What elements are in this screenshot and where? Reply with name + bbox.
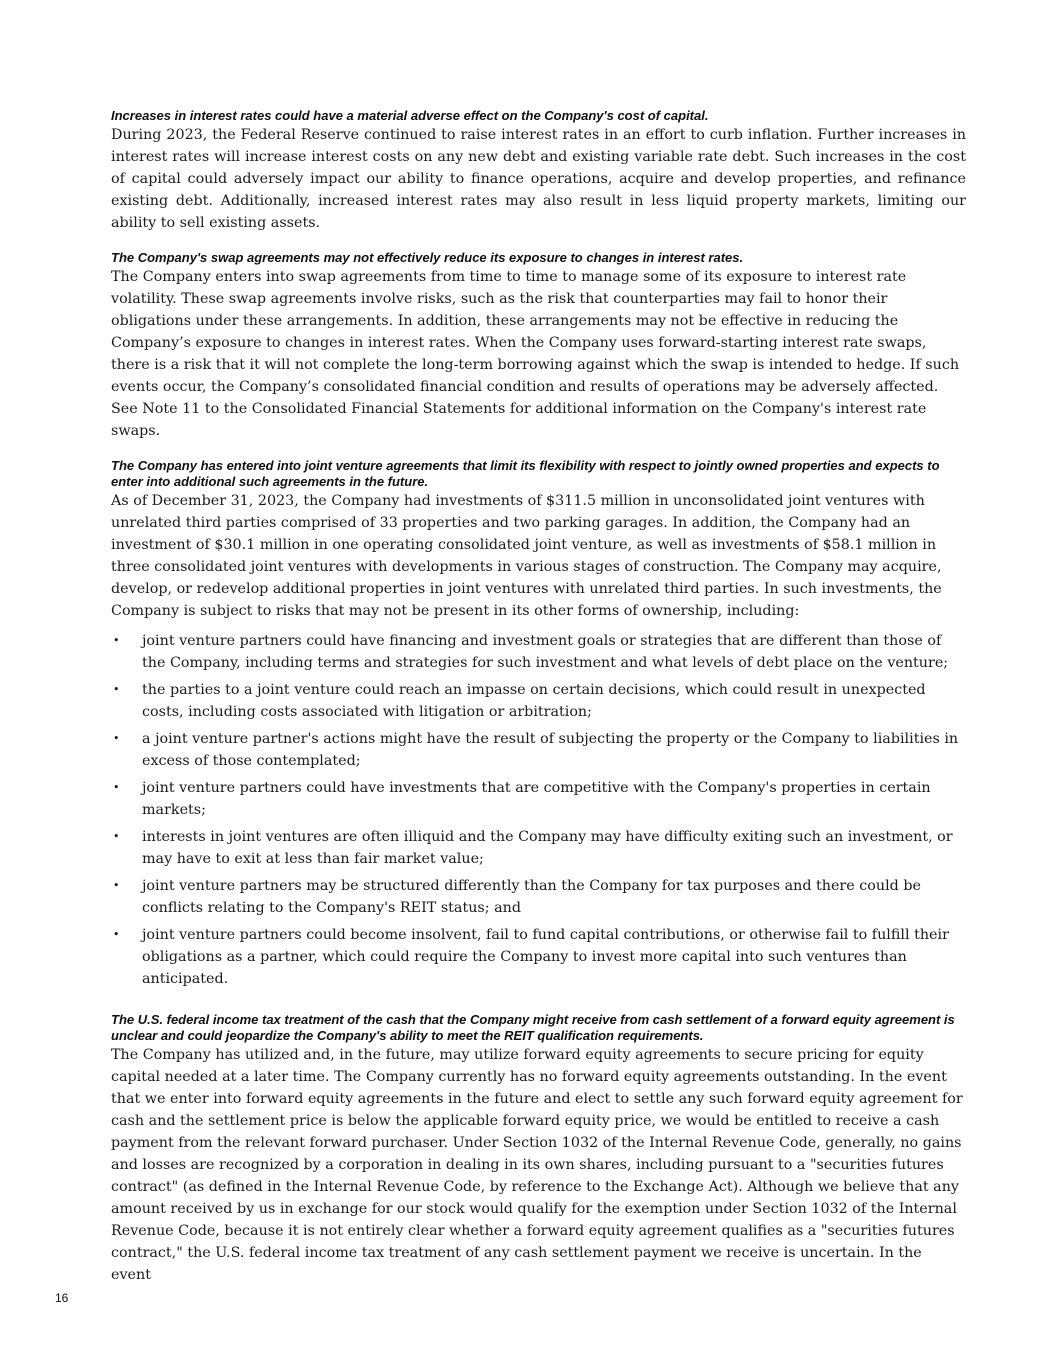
list-item <box>111 875 966 919</box>
section-paragraph: The Company enters into swap agreements from time to time to manage some of its exposure to interest rate volatility. These swap agreements involve risks, such as the risk that counterparties may fail to honor their obligations under these arrangements. In addition, these arrangements may not be effective in reducing the Company’s exposure to changes in interest rates. When the Company uses forward-starting interest rate swaps, there is a risk that it will not complete the long-term borrowing against which the swap is intended to hedge. If such events occur, the Company’s consolidated financial condition and results of operations may be adversely affected. See Note 11 to the Consolidated Financial Statements for additional information on the Company's interest rate swaps. <box>111 269 960 439</box>
section-interest-rates <box>111 108 966 234</box>
list-item-text: joint venture partners could have investments that are competitive with the Company's properties in certain markets; <box>142 780 931 818</box>
section-heading: The Company has entered into joint venture agreements that limit its flexibility with respect to jointly owned properties and expects to enter into additional such agreements in the future. <box>111 458 940 489</box>
document-page <box>111 108 966 1286</box>
bullet-icon: • <box>113 928 120 941</box>
section-joint-ventures <box>111 458 966 990</box>
section-heading: Increases in interest rates could have a material adverse effect on the Company's cost of capital. <box>111 108 709 123</box>
section-forward-equity <box>111 1012 966 1286</box>
bullet-icon: • <box>113 879 120 892</box>
section-heading: The Company's swap agreements may not effectively reduce its exposure to changes in interest rates. <box>111 250 744 265</box>
list-item-text: a joint venture partner's actions might have the result of subjecting the property or the Company to liabilities in excess of those contemplated; <box>142 731 959 769</box>
list-item-text: interests in joint ventures are often illiquid and the Company may have difficulty exiting such an investment, or may have to exit at less than fair market value; <box>142 829 953 867</box>
section-paragraph: As of December 31, 2023, the Company had investments of $311.5 million in unconsolidated joint ventures with unrelated third parties comprised of 33 properties and two parking garages. In addition, the Company had an investment of $30.1 million in one operating consolidated joint venture, as well as investments of $58.1 million in three consolidated joint ventures with developments in various stages of construction. The Company may acquire, develop, or redevelop additional properties in joint ventures with unrelated third parties. In such investments, the Company is subject to risks that may not be present in its other forms of ownership, including: <box>111 493 942 619</box>
list-item <box>111 630 966 674</box>
list-item <box>111 826 966 870</box>
bullet-icon: • <box>113 781 120 794</box>
list-item-text: joint venture partners may be structured differently than the Company for tax purposes and there could be conflicts relating to the Company's REIT status; and <box>142 878 921 916</box>
bullet-icon: • <box>113 683 120 696</box>
section-heading: The U.S. federal income tax treatment of the cash that the Company might receive from cash settlement of a forward equity agreement is unclear and could jeopardize the Company's ability to meet the REIT qualification requirements. <box>111 1012 955 1043</box>
list-item-text: joint venture partners could become insolvent, fail to fund capital contributions, or otherwise fail to fulfill their obligations as a partner, which could require the Company to invest more capital into such ventures than anticipated. <box>142 927 949 987</box>
page-number: 16 <box>55 1291 69 1305</box>
bullet-icon: • <box>113 732 120 745</box>
bullet-icon: • <box>113 634 120 647</box>
section-paragraph: During 2023, the Federal Reserve continued to raise interest rates in an effort to curb inflation. Further increases in interest rates will increase interest costs on any new debt and existing variable rate debt. Such increases in the cost of capital could adversely impact our ability to finance operations, acquire and develop properties, and refinance existing debt. Additionally, increased interest rates may also result in less liquid property markets, limiting our ability to sell existing assets. <box>111 127 966 231</box>
list-item-text: the parties to a joint venture could reach an impasse on certain decisions, which could result in unexpected costs, including costs associated with litigation or arbitration; <box>142 682 926 720</box>
bullet-icon: • <box>113 830 120 843</box>
list-item <box>111 679 966 723</box>
section-paragraph: The Company has utilized and, in the future, may utilize forward equity agreements to secure pricing for equity capital needed at a later time. The Company currently has no forward equity agreements outstanding. In the event that we enter into forward equity agreements in the future and elect to settle any such forward equity agreement for cash and the settlement price is below the applicable forward equity price, we would be entitled to receive a cash payment from the relevant forward purchaser. Under Section 1032 of the Internal Revenue Code, generally, no gains and losses are recognized by a corporation in dealing in its own shares, including pursuant to a "securities futures contract" (as defined in the Internal Revenue Code, by reference to the Exchange Act). Although we believe that any amount received by us in exchange for our stock would qualify for the exemption under Section 1032 of the Internal Revenue Code, because it is not entirely clear whether a forward equity agreement qualifies as a "securities futures contract," the U.S. federal income tax treatment of any cash settlement payment we receive is uncertain. In the event <box>111 1047 963 1283</box>
risk-bullet-list <box>111 630 966 990</box>
section-swap-agreements <box>111 250 966 442</box>
list-item <box>111 728 966 772</box>
list-item-text: joint venture partners could have financing and investment goals or strategies that are different than those of the Company, including terms and strategies for such investment and what levels of debt place on the venture; <box>142 633 949 671</box>
list-item <box>111 777 966 821</box>
list-item <box>111 924 966 990</box>
